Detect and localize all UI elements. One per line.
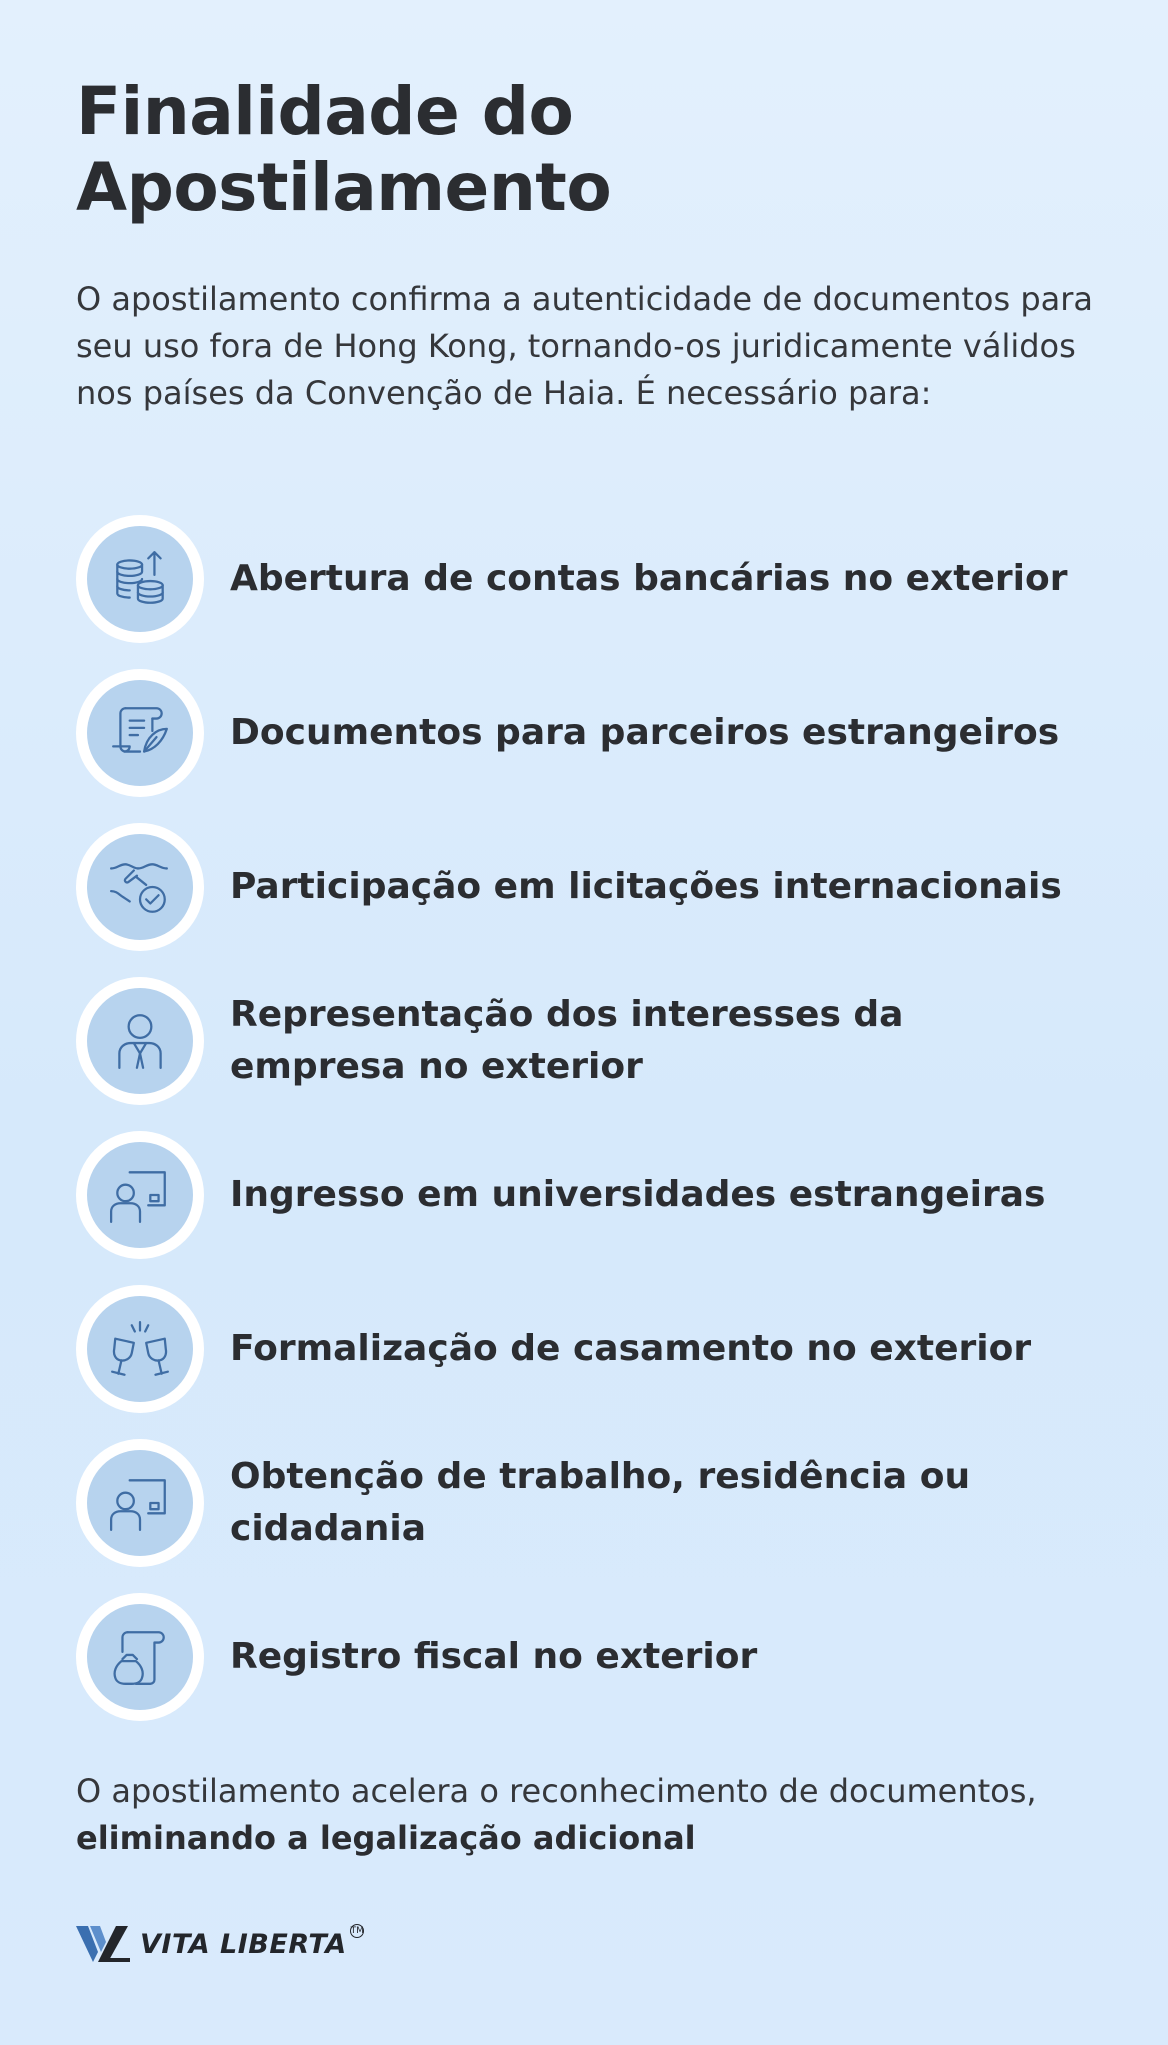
list-item-label: Documentos para parceiros estrangeiros bbox=[230, 712, 1060, 753]
list-item bbox=[76, 1285, 1096, 1413]
icon-badge bbox=[76, 977, 204, 1105]
list-item bbox=[76, 977, 1096, 1105]
intro-paragraph: O apostilamento confirma a autenticidade de documentos para seu uso fora de Hong Kong, tornando-os juridicamente válidos nos países da Convenção de Haia. É necessário para: bbox=[76, 280, 1093, 412]
teacher-board-icon bbox=[107, 1470, 173, 1536]
closing-paragraph bbox=[76, 1768, 1096, 1862]
list-item bbox=[76, 515, 1096, 643]
page-title: Finalidade do Apostilamento bbox=[76, 73, 612, 226]
list-item-label: Formalização de casamento no exterior bbox=[230, 1328, 1032, 1369]
handshake-check-icon bbox=[107, 854, 173, 920]
icon-badge bbox=[76, 1285, 204, 1413]
icon-badge bbox=[76, 1439, 204, 1567]
list-item bbox=[76, 1131, 1096, 1259]
coins-stack-icon bbox=[107, 546, 173, 612]
list-item-label: Ingresso em universidades estrangeiras bbox=[230, 1174, 1046, 1215]
icon-badge bbox=[76, 1131, 204, 1259]
closing-emphasis: eliminando a legalização adicional bbox=[76, 1819, 696, 1857]
closing-text: O apostilamento acelera o reconhecimento de documentos, bbox=[76, 1772, 1037, 1810]
list-item-label: Participação em licitações internacionais bbox=[230, 866, 1062, 907]
vita-liberta-logo-icon bbox=[76, 1922, 132, 1966]
list-item-label: Representação dos interesses da empresa no exterior bbox=[230, 994, 904, 1087]
trademark-mark: TM bbox=[350, 1926, 364, 1936]
teacher-board-icon bbox=[107, 1162, 173, 1228]
list-item bbox=[76, 823, 1096, 951]
list-item-label: Registro fiscal no exterior bbox=[230, 1636, 758, 1677]
icon-badge bbox=[76, 823, 204, 951]
list-item bbox=[76, 1593, 1096, 1721]
icon-badge bbox=[76, 1593, 204, 1721]
icon-badge bbox=[76, 669, 204, 797]
scroll-quill-icon bbox=[107, 700, 173, 766]
list-item bbox=[76, 669, 1096, 797]
brand-name: VITA LIBERTA bbox=[140, 1928, 347, 1960]
list-item-label: Obtenção de trabalho, residência ou cidadania bbox=[230, 1456, 971, 1549]
list-item-label: Abertura de contas bancárias no exterior bbox=[230, 558, 1068, 599]
list-item bbox=[76, 1439, 1096, 1567]
brand-logo bbox=[76, 1922, 396, 1966]
icon-badge bbox=[76, 515, 204, 643]
tax-document-bag-icon bbox=[107, 1624, 173, 1690]
champagne-toast-icon bbox=[107, 1316, 173, 1382]
businessperson-icon bbox=[107, 1008, 173, 1074]
